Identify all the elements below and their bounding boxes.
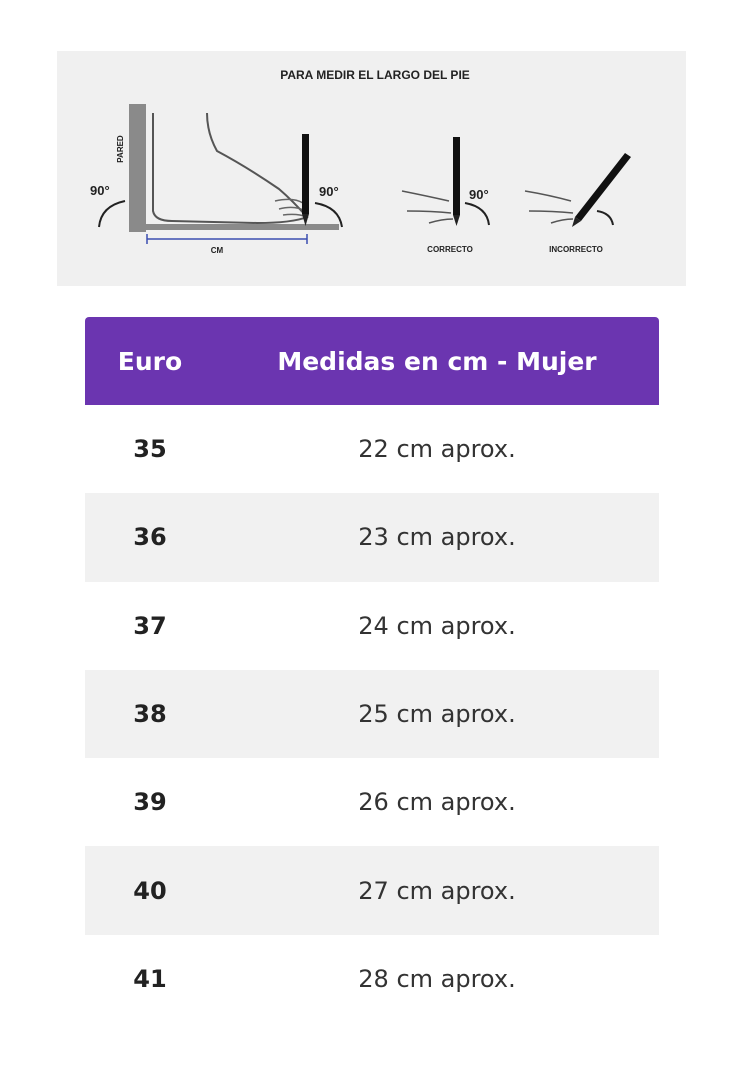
angle-incorrect-arc — [597, 211, 613, 225]
pencil-correct-icon — [453, 137, 460, 215]
pencil-main-icon — [302, 134, 309, 214]
angle-correct-arc — [465, 203, 489, 225]
foot-measure-illustration — [57, 51, 686, 286]
incorrect-label: INCORRECTO — [549, 245, 603, 254]
diagram-title: PARA MEDIR EL LARGO DEL PIE — [280, 68, 470, 82]
size-table — [85, 317, 659, 1023]
table-row — [85, 405, 659, 493]
wall-shape — [129, 104, 146, 232]
euro-size-cell: 36 — [133, 523, 167, 552]
table-row — [85, 670, 659, 758]
header-euro: Euro — [117, 346, 183, 376]
angle-left-label: 90° — [90, 183, 110, 198]
angle-correct-label: 90° — [469, 187, 489, 202]
cm-measure-cell: 22 cm aprox. — [358, 435, 516, 464]
table-row — [85, 758, 659, 846]
table-row — [85, 582, 659, 670]
correct-foot-outline — [402, 191, 453, 223]
cm-measure-cell: 25 cm aprox. — [358, 700, 516, 729]
incorrect-foot-outline — [525, 191, 573, 223]
angle-main-label: 90° — [319, 184, 339, 199]
table-header — [85, 317, 659, 405]
euro-size-cell: 35 — [133, 435, 167, 464]
euro-size-cell: 41 — [133, 964, 167, 993]
correct-label: CORRECTO — [427, 245, 473, 254]
cm-measure-cell: 26 cm aprox. — [358, 788, 516, 817]
cm-label: CM — [210, 246, 224, 255]
table-row — [85, 935, 659, 1023]
angle-main-arc — [315, 203, 342, 227]
wall-label: PARED — [116, 135, 125, 163]
euro-size-cell: 39 — [133, 788, 167, 817]
cm-measure-cell: 24 cm aprox. — [358, 611, 516, 640]
pencil-incorrect-icon — [575, 153, 631, 221]
cm-measure-cell: 27 cm aprox. — [358, 876, 516, 905]
foot-measure-diagram — [57, 51, 686, 286]
euro-size-cell: 40 — [133, 876, 167, 905]
table-row — [85, 493, 659, 581]
euro-size-cell: 37 — [133, 611, 167, 640]
angle-left-arc — [99, 201, 125, 227]
euro-size-cell: 38 — [133, 700, 167, 729]
floor-shape — [129, 224, 339, 230]
table-row — [85, 846, 659, 934]
header-cm: Medidas en cm - Mujer — [277, 346, 597, 376]
foot-outline — [153, 113, 307, 223]
cm-measure-cell: 28 cm aprox. — [358, 964, 516, 993]
cm-measure-cell: 23 cm aprox. — [358, 523, 516, 552]
